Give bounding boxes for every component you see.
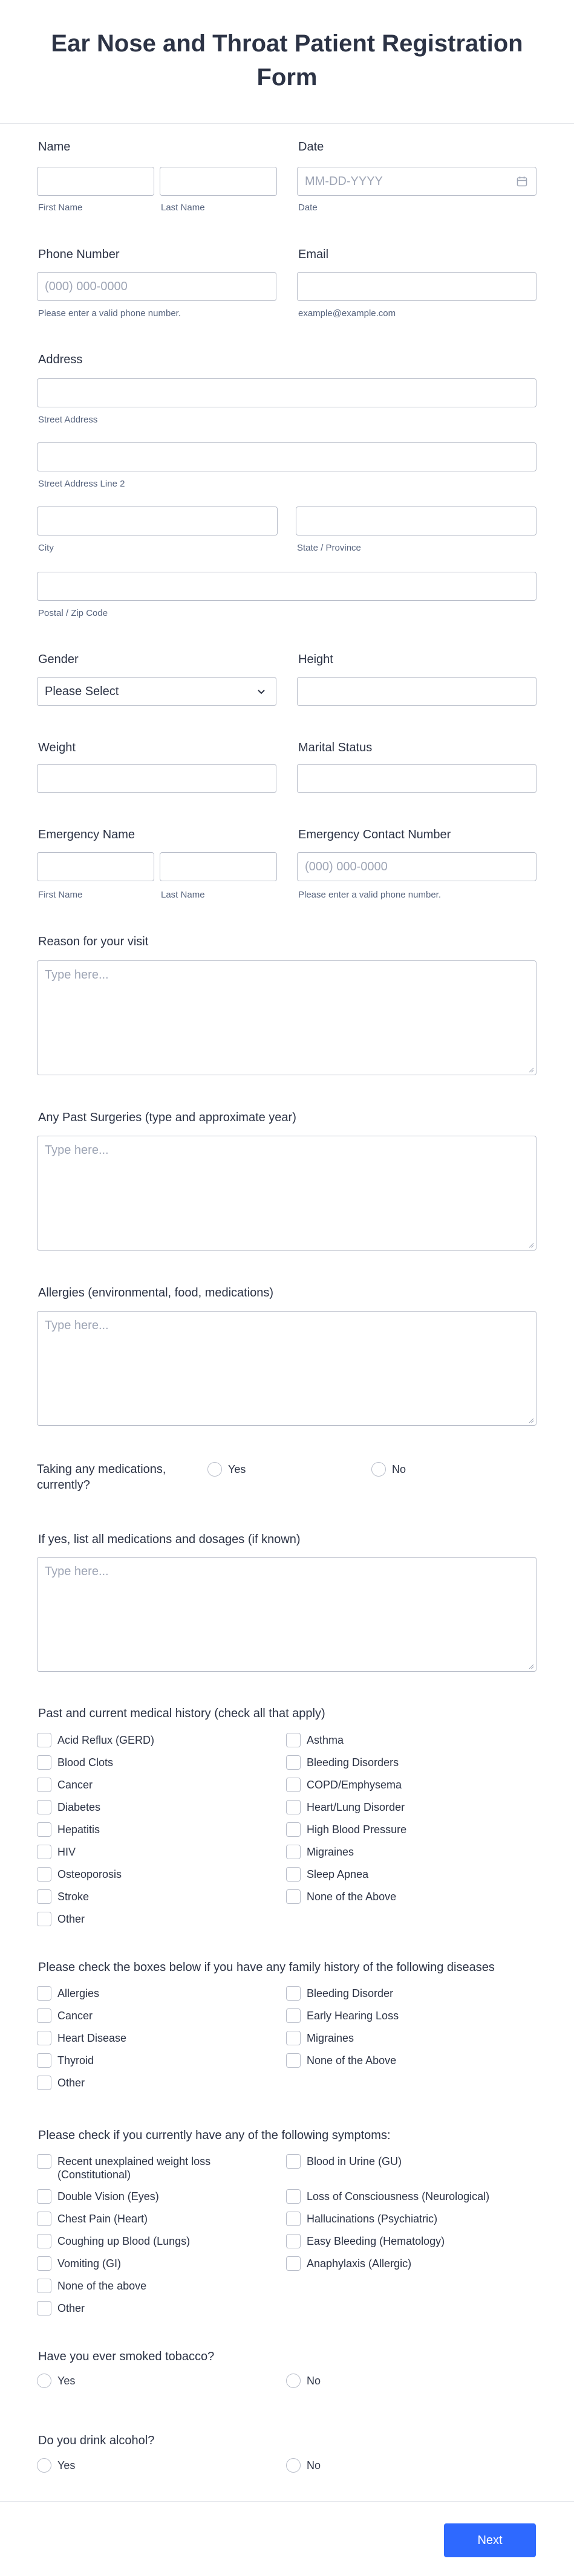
- checkbox-option[interactable]: [37, 2233, 267, 2249]
- checkbox-option-label: Recent unexplained weight loss (Constitutional): [57, 2155, 211, 2181]
- checkbox-option[interactable]: [286, 1732, 516, 1748]
- checkbox-control[interactable]: [286, 1867, 301, 1882]
- date-placeholder: MM-DD-YYYY: [305, 175, 383, 188]
- checkbox-control[interactable]: [286, 1889, 301, 1904]
- checkbox-option-label: None of the Above: [307, 1891, 397, 1903]
- checkbox-option-label: Sleep Apnea: [307, 1868, 369, 1880]
- alcohol-yes-label: Yes: [57, 2459, 76, 2471]
- email-sublabel: example@example.com: [298, 308, 396, 319]
- checkbox-option-label: Acid Reflux (GERD): [57, 1734, 155, 1746]
- checkbox-option-label: Loss of Consciousness (Neurological): [307, 2190, 490, 2202]
- checkbox-option[interactable]: [286, 2008, 516, 2024]
- street-address-sublabel: Street Address: [38, 415, 98, 425]
- checkbox-option[interactable]: [286, 2154, 516, 2169]
- checkbox-control[interactable]: [37, 2076, 51, 2090]
- checkbox-option-label: Heart Disease: [57, 2032, 127, 2044]
- tobacco-yes-radio[interactable]: [37, 2373, 158, 2389]
- next-button[interactable]: Next: [444, 2523, 536, 2557]
- radio-control[interactable]: [207, 1462, 222, 1477]
- weight-input[interactable]: [37, 764, 276, 793]
- radio-control[interactable]: [37, 2374, 51, 2388]
- allergies-textarea[interactable]: [37, 1311, 536, 1426]
- checkbox-option-label: Thyroid: [57, 2054, 94, 2066]
- checkbox-option-label: None of the Above: [307, 2054, 397, 2066]
- alcohol-no-radio[interactable]: [286, 2458, 407, 2473]
- medications-label: Taking any medications, currently?: [37, 1463, 166, 1492]
- checkbox-option[interactable]: [37, 2075, 267, 2091]
- calendar-icon[interactable]: [517, 176, 527, 187]
- email-input[interactable]: [297, 272, 536, 301]
- checkbox-control[interactable]: [286, 2008, 301, 2023]
- checkbox-option-label: COPD/Emphysema: [307, 1779, 402, 1791]
- checkbox-option-label: Easy Bleeding (Hematology): [307, 2235, 445, 2247]
- state-input[interactable]: [296, 506, 536, 536]
- emergency-last-name-sublabel: Last Name: [161, 890, 205, 900]
- reason-textarea[interactable]: [37, 960, 536, 1075]
- checkbox-option[interactable]: [37, 2154, 267, 2181]
- checkbox-control[interactable]: [37, 2053, 51, 2068]
- tobacco-label: Have you ever smoked tobacco?: [38, 2350, 215, 2363]
- phone-sublabel: Please enter a valid phone number.: [38, 308, 181, 319]
- emergency-contact-sublabel: Please enter a valid phone number.: [298, 890, 441, 900]
- date-sublabel: Date: [298, 202, 318, 213]
- checkbox-option-label: Osteoporosis: [57, 1868, 122, 1880]
- postal-code-sublabel: Postal / Zip Code: [38, 608, 108, 618]
- checkbox-option[interactable]: [286, 1822, 516, 1837]
- checkbox-option[interactable]: [37, 1777, 267, 1793]
- checkbox-control[interactable]: [37, 2031, 51, 2045]
- checkbox-option[interactable]: [37, 1866, 267, 1882]
- gender-label: Gender: [38, 653, 79, 666]
- emergency-contact-label: Emergency Contact Number: [298, 828, 451, 841]
- checkbox-control[interactable]: [37, 2234, 51, 2248]
- checkbox-option[interactable]: [37, 1985, 267, 2001]
- emergency-name-label: Emergency Name: [38, 828, 135, 841]
- checkbox-option[interactable]: [37, 1822, 267, 1837]
- marital-status-label: Marital Status: [298, 741, 373, 754]
- symptoms-label: Please check if you currently have any of the following symptoms:: [38, 2129, 391, 2142]
- emergency-first-name-input[interactable]: [37, 852, 154, 881]
- checkbox-control[interactable]: [37, 2256, 51, 2271]
- checkbox-option[interactable]: [286, 1866, 516, 1882]
- checkbox-control[interactable]: [286, 2154, 301, 2169]
- checkbox-option[interactable]: [286, 2053, 516, 2068]
- form-header: [0, 0, 574, 124]
- name-label: Name: [38, 140, 71, 154]
- checkbox-control[interactable]: [286, 2256, 301, 2271]
- checkbox-option[interactable]: [286, 2211, 516, 2227]
- checkbox-option-label: Cancer: [57, 2010, 93, 2022]
- emergency-first-name-sublabel: First Name: [38, 890, 83, 900]
- alcohol-label: Do you drink alcohol?: [38, 2434, 155, 2447]
- reason-label: Reason for your visit: [38, 935, 149, 948]
- checkbox-option[interactable]: [37, 1911, 267, 1927]
- date-input[interactable]: [297, 167, 536, 196]
- last-name-sublabel: Last Name: [161, 202, 205, 213]
- checkbox-option-label: Diabetes: [57, 1801, 101, 1813]
- checkbox-option-label: HIV: [57, 1846, 76, 1858]
- emergency-contact-placeholder: (000) 000-0000: [305, 860, 388, 873]
- checkbox-option[interactable]: [286, 1755, 516, 1770]
- street-address-line2-sublabel: Street Address Line 2: [38, 479, 125, 489]
- checkbox-control[interactable]: [37, 1912, 51, 1926]
- surgeries-label: Any Past Surgeries (type and approximate year): [38, 1111, 296, 1124]
- checkbox-control[interactable]: [37, 2301, 51, 2315]
- checkbox-control[interactable]: [37, 1800, 51, 1814]
- resize-grip-icon[interactable]: [528, 1242, 534, 1248]
- checkbox-option-label: Hepatitis: [57, 1824, 100, 1836]
- alcohol-yes-radio[interactable]: [37, 2458, 158, 2473]
- gender-select[interactable]: [37, 677, 276, 706]
- family-history-label: Please check the boxes below if you have any family history of the following diseases: [38, 1961, 495, 1974]
- surgeries-placeholder: Type here...: [45, 1144, 109, 1157]
- form-title: Ear Nose and Throat Patient Registration Form: [51, 30, 523, 91]
- street-address-input[interactable]: [37, 378, 536, 407]
- form-footer: [0, 2501, 574, 2576]
- checkbox-option-label: Hallucinations (Psychiatric): [307, 2213, 438, 2225]
- checkbox-option-label: Vomiting (GI): [57, 2257, 122, 2270]
- checkbox-control[interactable]: [286, 2031, 301, 2045]
- checkbox-control[interactable]: [286, 1845, 301, 1859]
- last-name-input[interactable]: [160, 167, 277, 196]
- checkbox-option[interactable]: [286, 2256, 516, 2271]
- checkbox-control[interactable]: [37, 2008, 51, 2023]
- resize-grip-icon[interactable]: [528, 1067, 534, 1073]
- checkbox-option-label: Early Hearing Loss: [307, 2010, 399, 2022]
- checkbox-option-label: Allergies: [57, 1987, 100, 1999]
- medications-yes-label: Yes: [228, 1463, 246, 1475]
- checkbox-option[interactable]: [37, 2278, 267, 2294]
- medications-no-radio[interactable]: [371, 1461, 492, 1477]
- city-sublabel: City: [38, 543, 54, 553]
- checkbox-control[interactable]: [286, 2234, 301, 2248]
- checkbox-option-label: Cancer: [57, 1779, 93, 1791]
- checkbox-option-label: Migraines: [307, 2032, 354, 2044]
- postal-code-input[interactable]: [37, 572, 536, 601]
- checkbox-option[interactable]: [286, 2189, 516, 2204]
- marital-status-input[interactable]: [297, 764, 536, 793]
- checkbox-option-label: Other: [57, 2077, 85, 2089]
- checkbox-control[interactable]: [286, 1822, 301, 1837]
- phone-input[interactable]: [37, 272, 276, 301]
- checkbox-option-label: Coughing up Blood (Lungs): [57, 2235, 191, 2247]
- checkbox-option-label: Anaphylaxis (Allergic): [307, 2257, 412, 2270]
- first-name-input[interactable]: [37, 167, 154, 196]
- checkbox-control[interactable]: [37, 1889, 51, 1904]
- checkbox-control[interactable]: [37, 1755, 51, 1770]
- checkbox-control[interactable]: [37, 1822, 51, 1837]
- reason-placeholder: Type here...: [45, 968, 109, 982]
- checkbox-option[interactable]: [37, 2300, 267, 2316]
- checkbox-option[interactable]: [37, 2256, 267, 2271]
- checkbox-option-label: Migraines: [307, 1846, 354, 1858]
- checkbox-option-label: Bleeding Disorders: [307, 1756, 399, 1769]
- emergency-last-name-input[interactable]: [160, 852, 277, 881]
- tobacco-no-radio[interactable]: [286, 2373, 407, 2389]
- weight-label: Weight: [38, 741, 76, 754]
- checkbox-option-label: Heart/Lung Disorder: [307, 1801, 405, 1813]
- checkbox-option[interactable]: [37, 1732, 267, 1748]
- checkbox-control[interactable]: [37, 1733, 51, 1747]
- state-sublabel: State / Province: [297, 543, 361, 553]
- date-label: Date: [298, 140, 324, 154]
- emergency-contact-input[interactable]: [297, 852, 536, 881]
- checkbox-option[interactable]: [286, 1985, 516, 2001]
- city-input[interactable]: [37, 506, 278, 536]
- checkbox-option-label: Asthma: [307, 1734, 344, 1746]
- allergies-placeholder: Type here...: [45, 1319, 109, 1332]
- checkbox-control[interactable]: [286, 1800, 301, 1814]
- allergies-label: Allergies (environmental, food, medications): [38, 1286, 274, 1299]
- checkbox-control[interactable]: [37, 1778, 51, 1792]
- checkbox-option[interactable]: [37, 1889, 267, 1904]
- checkbox-control[interactable]: [286, 2189, 301, 2204]
- height-input[interactable]: [297, 677, 536, 706]
- checkbox-option[interactable]: [37, 1755, 267, 1770]
- height-label: Height: [298, 653, 333, 666]
- checkbox-option[interactable]: [286, 1844, 516, 1860]
- medical-history-label: Past and current medical history (check all that apply): [38, 1707, 325, 1720]
- phone-placeholder: (000) 000-0000: [45, 280, 128, 293]
- phone-label: Phone Number: [38, 248, 120, 261]
- checkbox-control[interactable]: [37, 2212, 51, 2226]
- checkbox-option[interactable]: [37, 1799, 267, 1815]
- surgeries-textarea[interactable]: [37, 1136, 536, 1251]
- checkbox-option-label: Other: [57, 1913, 85, 1925]
- checkbox-option-label: Other: [57, 2302, 85, 2314]
- radio-control[interactable]: [286, 2458, 301, 2473]
- radio-control[interactable]: [286, 2374, 301, 2388]
- checkbox-option[interactable]: [37, 2008, 267, 2024]
- checkbox-option[interactable]: [37, 2053, 267, 2068]
- checkbox-control[interactable]: [37, 1986, 51, 2001]
- checkbox-option[interactable]: [286, 1889, 516, 1904]
- checkbox-option[interactable]: [37, 2030, 267, 2046]
- checkbox-option-label: Stroke: [57, 1891, 90, 1903]
- checkbox-option-label: Double Vision (Eyes): [57, 2190, 159, 2202]
- medication-list-placeholder: Type here...: [45, 1565, 109, 1578]
- checkbox-option[interactable]: [286, 2030, 516, 2046]
- checkbox-option-label: Blood Clots: [57, 1756, 114, 1769]
- checkbox-option[interactable]: [37, 2211, 267, 2227]
- checkbox-control[interactable]: [286, 1755, 301, 1770]
- medications-no-label: No: [392, 1463, 406, 1475]
- email-label: Email: [298, 248, 329, 261]
- checkbox-option-label: High Blood Pressure: [307, 1824, 407, 1836]
- gender-selected-value: Please Select: [45, 685, 119, 698]
- tobacco-no-label: No: [307, 2375, 321, 2387]
- address-label: Address: [38, 353, 83, 366]
- alcohol-no-label: No: [307, 2459, 321, 2471]
- checkbox-control[interactable]: [286, 1986, 301, 2001]
- checkbox-control[interactable]: [37, 1867, 51, 1882]
- checkbox-option[interactable]: [286, 1777, 516, 1793]
- checkbox-control[interactable]: [37, 2154, 51, 2169]
- checkbox-control[interactable]: [37, 2279, 51, 2293]
- resize-grip-icon[interactable]: [528, 1417, 534, 1423]
- radio-control[interactable]: [371, 1462, 386, 1477]
- checkbox-option[interactable]: [286, 1799, 516, 1815]
- checkbox-control[interactable]: [37, 2189, 51, 2204]
- checkbox-control[interactable]: [37, 1845, 51, 1859]
- medication-list-textarea[interactable]: [37, 1557, 536, 1672]
- street-address-line2-input[interactable]: [37, 442, 536, 471]
- first-name-sublabel: First Name: [38, 202, 83, 213]
- checkbox-option[interactable]: [286, 2233, 516, 2249]
- checkbox-option-label: None of the above: [57, 2280, 147, 2292]
- checkbox-option-label: Chest Pain (Heart): [57, 2213, 148, 2225]
- checkbox-control[interactable]: [286, 1733, 301, 1747]
- checkbox-control[interactable]: [286, 2053, 301, 2068]
- checkbox-option-label: Blood in Urine (GU): [307, 2155, 402, 2167]
- checkbox-option-label: Bleeding Disorder: [307, 1987, 394, 1999]
- resize-grip-icon[interactable]: [528, 1663, 534, 1669]
- checkbox-control[interactable]: [286, 2212, 301, 2226]
- radio-control[interactable]: [37, 2458, 51, 2473]
- chevron-down-icon: [255, 685, 267, 697]
- checkbox-option[interactable]: [37, 1844, 267, 1860]
- medications-yes-radio[interactable]: [207, 1461, 328, 1477]
- medication-list-label: If yes, list all medications and dosages (if known): [38, 1533, 301, 1546]
- checkbox-option[interactable]: [37, 2189, 267, 2204]
- checkbox-control[interactable]: [286, 1778, 301, 1792]
- tobacco-yes-label: Yes: [57, 2375, 76, 2387]
